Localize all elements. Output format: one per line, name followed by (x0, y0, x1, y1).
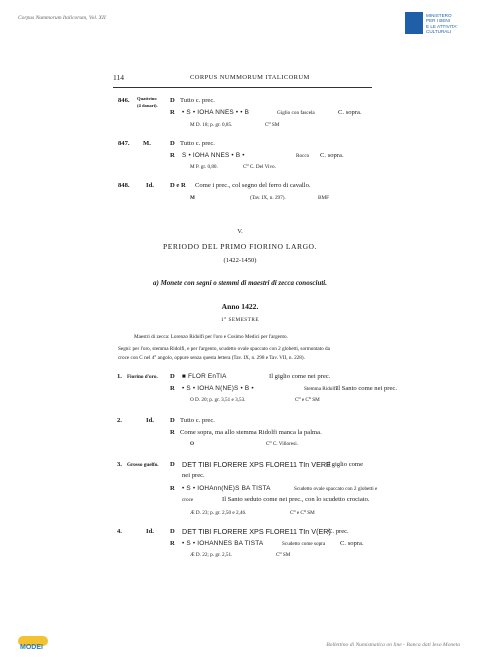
entry-metrics: M P. gr. 0,80. (190, 164, 218, 170)
obverse-text: C. prec. (328, 528, 349, 535)
entry-collection: C⁰ e C⁰ SM (290, 510, 315, 516)
reverse-inscription: • S • IOHA NNES • • B (182, 109, 250, 116)
semester-heading: 1° SEMESTRE (221, 317, 259, 323)
obverse-text-cont: nei prec. (182, 472, 205, 479)
ministry-logo-text: MINISTERO PER I BENI E LE ATTIVITA' CULTURALI (426, 13, 458, 34)
entry-collection: BMF (318, 195, 329, 201)
entry-collection: C⁰ SM (265, 122, 280, 128)
obverse-symbol: D (170, 528, 175, 535)
obverse-symbol: D (170, 461, 175, 468)
series-title: Corpus Nummorum Italicorum, Vol. XII (18, 15, 106, 21)
entry-collection: C⁰ C. Villoresi. (266, 441, 298, 447)
entry-metrics: O D. 20; p. gr. 3,51 e 3,53. (190, 397, 246, 403)
reverse-text: Come sopra, ma allo stemma Ridolfi manca la palma. (180, 429, 322, 436)
reverse-symbol: R (170, 152, 175, 159)
reverse-note: Scudetto ovale spaccato con 2 globetti e (294, 486, 378, 492)
entry-collection: C⁰ C. Del Vivo. (243, 164, 276, 170)
reverse-text: Il Santo seduto come nei prec., con lo scudetto crociato. (222, 496, 370, 503)
obverse-text: Tutto c. prec. (180, 97, 215, 104)
modei-logo (18, 636, 50, 654)
reverse-note: Stemma Ridolfi (304, 386, 337, 392)
obverse-inscription: DET TIBI FLORERE XPS FLORE11 TIn VERE (182, 460, 331, 469)
reverse-inscription: • S • IOHANNES BA TISTA (182, 540, 264, 547)
entry-denomination: Grosso guelfo. (127, 462, 159, 468)
obverse-text: Tutto c. prec. (180, 140, 215, 147)
reverse-note: Giglio con fascela (277, 110, 315, 116)
entry-metrics: Æ D. 23; p. gr. 2,50 e 2,46. (190, 510, 247, 516)
obverse-symbol: D (170, 417, 175, 424)
obverse-symbol: D (170, 97, 175, 104)
section-title: PERIODO DEL PRIMO FIORINO LARGO. (163, 242, 317, 251)
entry-denomination: M. (143, 140, 151, 147)
entry-denomination-note: (4 danari). (137, 103, 158, 108)
reverse-inscription: • S • IOHAnn(NE)S BA TISTA (182, 485, 271, 492)
page-number: 114 (113, 73, 124, 82)
entry-denomination: Id. (146, 182, 154, 189)
section-years: (1422-1450) (223, 257, 257, 264)
obverse-inscription: DET TIBI FLORERE XPS FLORE11 TIn V(ER) (182, 527, 331, 536)
obverse-symbol: D (170, 140, 175, 147)
year-heading: Anno 1422. (221, 302, 259, 311)
entry-metal: M (190, 195, 195, 201)
entry-number: 2. (117, 417, 122, 424)
obverse-text: Il giglio come (326, 461, 363, 468)
entry-denomination: Id. (146, 528, 154, 535)
reverse-note: Rocco (296, 153, 310, 159)
entry-denomination: Fiorino d'oro. (127, 374, 158, 380)
marks-note-line1: Segni: per l'oro, stemma Ridolfi, e per l'argento, scudetto ovale spaccato con 2 globetti, sormontato da (118, 346, 330, 352)
entry-number: 847. (118, 140, 130, 147)
ministry-logo (405, 12, 471, 36)
obverse-symbol: D (170, 373, 175, 380)
modei-logo-word: MODEI (20, 644, 43, 651)
entry-number: 846. (118, 97, 130, 104)
reverse-symbol: R (170, 540, 175, 547)
reverse-symbol: R (170, 429, 175, 436)
section-subtitle: a) Monete con segni o stemmi di maestri di zecca conosciuti. (152, 279, 328, 287)
entry-denomination: Quattrino (137, 96, 157, 101)
ministry-emblem-icon (405, 12, 423, 34)
obverse-text: Tutto c. prec. (180, 417, 215, 424)
reverse-inscription: • S • IOHA N(NE)S • B • (182, 385, 254, 392)
entry-number: 4. (117, 528, 122, 535)
source-ref: C. sopra. (340, 540, 364, 547)
reverse-note-cont: croce (182, 497, 194, 503)
entry-metrics: Æ D. 22; p. gr. 2,51. (190, 552, 233, 558)
entry-denomination: Id. (146, 417, 154, 424)
obverse-text: Come i prec., col segno del ferro di cavallo. (195, 182, 311, 189)
source-ref: C. sopra. (338, 109, 362, 116)
entry-number: 1. (117, 373, 122, 380)
reverse-symbol: R (170, 485, 175, 492)
reverse-note: Scudetto come sopra (282, 541, 326, 547)
entry-number: 848. (118, 182, 130, 189)
entry-plate-ref: (Tav. IX, n. 297). (250, 195, 286, 201)
source-ref: C. sopra. (320, 152, 344, 159)
entry-collection: C⁰ e C⁰ SM (295, 397, 320, 403)
header-rule (113, 87, 372, 88)
entry-metal: O (190, 441, 195, 447)
reverse-symbol: R (170, 385, 175, 392)
entry-collection: C⁰ SM (276, 552, 291, 558)
entry-number: 3. (117, 461, 122, 468)
entry-metrics: M D. 18; p. gr. 0,85. (190, 122, 233, 128)
section-roman: V. (237, 228, 243, 235)
mint-masters-note: Maestri di zecca: Lorenzo Ridolfi per l'oro e Cosimo Medici per l'argento. (134, 334, 288, 340)
footer-credit: Bollettino di Numismatica on line - Banca dati Ieso Moneta (326, 642, 460, 648)
running-title: CORPUS NUMMORUM ITALICORUM (190, 74, 310, 81)
obverse-inscription: ■ FLOR EnTIA (182, 373, 227, 380)
reverse-text: Il Santo come nei prec. (336, 385, 397, 392)
obverse-text: Il giglio come nei prec. (269, 373, 331, 380)
marks-note-line2: croce con C nel 4° angolo, oppure senza questa lettera (Tav. IX, n. 298 e Tav. VII, n. 228). (118, 355, 305, 361)
reverse-symbol: R (170, 109, 175, 116)
obverse-reverse-symbol: D e R (170, 182, 186, 189)
reverse-inscription: S • IOHA NNES • B • (182, 152, 245, 159)
